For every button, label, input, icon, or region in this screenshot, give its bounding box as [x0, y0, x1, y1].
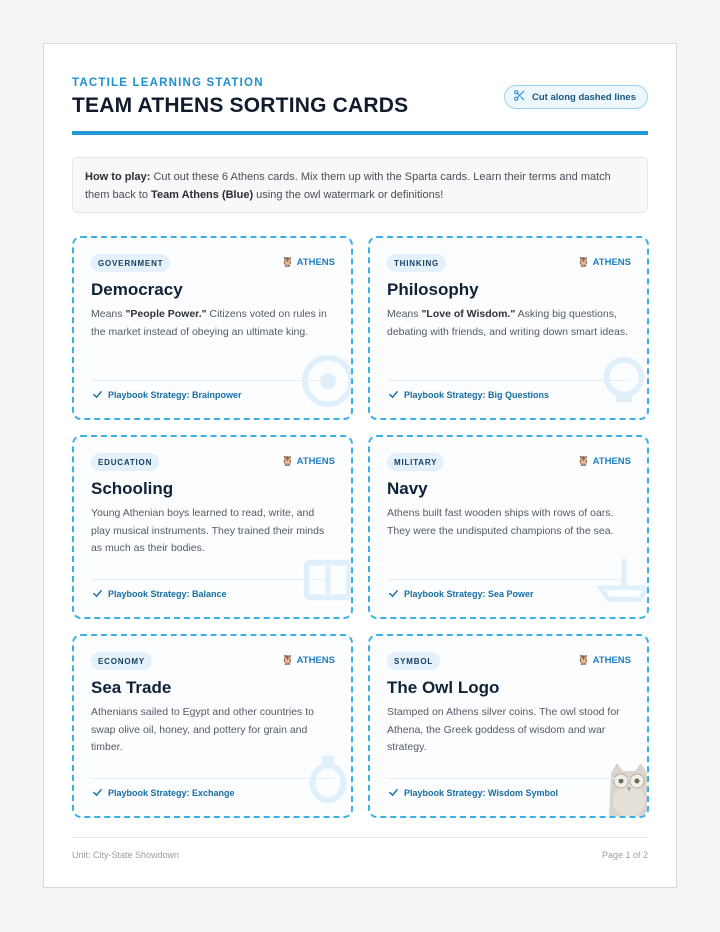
team-label: 🦉 ATHENS	[577, 456, 631, 467]
footer-unit-label: Unit: City-State Showdown	[72, 850, 180, 860]
team-label: 🦉 ATHENS	[281, 456, 335, 467]
owl-icon: 🦉	[281, 257, 294, 268]
check-icon	[92, 787, 103, 798]
sorting-card-schooling[interactable]	[72, 435, 353, 619]
card-divider	[387, 380, 630, 381]
card-divider	[387, 778, 630, 779]
worksheet-page	[43, 43, 677, 888]
sorting-card-owl-logo[interactable]	[368, 634, 649, 818]
card-description: Stamped on Athens silver coins. The owl stood for Athena, the Greek goddess of wisdom and war strategy.	[387, 706, 620, 753]
card-divider	[387, 579, 630, 580]
sorting-card-democracy[interactable]	[72, 236, 353, 420]
sorting-card-philosophy[interactable]	[368, 236, 649, 420]
owl-icon: 🦉	[577, 655, 590, 666]
team-athens-bold: Team Athens (Blue)	[151, 189, 254, 201]
check-icon	[388, 588, 399, 599]
book-icon	[299, 551, 353, 609]
card-description: Young Athenian boys learned to read, write, and play musical instruments. They trained their minds as much as their bodies.	[91, 507, 325, 554]
card-description: Athenians sailed to Egypt and other countries to swap olive oil, honey, and pottery for grain and timber.	[91, 706, 314, 753]
card-description: Means "Love of Wisdom." Asking big questions, debating with friends, and writing down smart ideas.	[387, 308, 629, 338]
owl-icon: 🦉	[577, 456, 590, 467]
card-title: Sea Trade	[91, 678, 172, 697]
scissors-icon	[513, 89, 526, 105]
how-to-play-text-2: using the owl watermark or definitions!	[253, 189, 444, 201]
brain-icon	[299, 352, 353, 410]
cut-instruction-label: Cut along dashed lines	[532, 91, 636, 103]
card-title: Democracy	[91, 280, 183, 299]
card-strategy: Playbook Strategy: Balance	[92, 588, 227, 599]
card-divider	[91, 579, 334, 580]
cut-instruction-badge	[504, 85, 648, 109]
check-icon	[388, 787, 399, 798]
card-category-tag: ECONOMY	[91, 652, 152, 670]
page-title: TEAM ATHENS SORTING CARDS	[72, 94, 409, 117]
how-to-play-text-1: Cut out these 6 Athens cards. Mix them up with the Sparta cards. Learn their terms and match them back to	[85, 171, 611, 201]
card-strategy: Playbook Strategy: Brainpower	[92, 389, 242, 400]
card-category-tag: SYMBOL	[387, 652, 440, 670]
amphora-icon	[299, 750, 353, 808]
footer-page-number: Page 1 of 2	[601, 850, 648, 860]
card-title: Navy	[387, 479, 428, 498]
team-label: 🦉 ATHENS	[577, 257, 631, 268]
card-category-tag: EDUCATION	[91, 453, 159, 471]
check-icon	[388, 389, 399, 400]
owl-icon: 🦉	[281, 655, 294, 666]
team-label: 🦉 ATHENS	[577, 655, 631, 666]
team-label: 🦉 ATHENS	[281, 257, 335, 268]
card-title: The Owl Logo	[387, 678, 500, 697]
owl-icon: 🦉	[281, 456, 294, 467]
check-icon	[92, 389, 103, 400]
card-description: Athens built fast wooden ships with rows of oars. They were the undisputed champions of the sea.	[387, 507, 614, 537]
card-category-tag: MILITARY	[387, 453, 444, 471]
kicker-label: TACTILE LEARNING STATION	[72, 77, 264, 89]
how-to-play-box	[72, 157, 648, 213]
owl-statue-icon	[605, 759, 649, 818]
sorting-card-navy[interactable]	[368, 435, 649, 619]
footer-divider	[72, 837, 648, 838]
card-divider	[91, 778, 334, 779]
card-title: Schooling	[91, 479, 174, 498]
sorting-card-sea-trade[interactable]	[72, 634, 353, 818]
card-category-tag: GOVERNMENT	[91, 254, 170, 272]
card-strategy: Playbook Strategy: Big Questions	[388, 389, 549, 400]
header-rule	[72, 131, 648, 135]
owl-icon: 🦉	[577, 257, 590, 268]
card-strategy: Playbook Strategy: Wisdom Symbol	[388, 787, 558, 798]
ship-icon	[595, 551, 649, 609]
check-icon	[92, 588, 103, 599]
card-divider	[91, 380, 334, 381]
card-title: Philosophy	[387, 280, 479, 299]
team-label: 🦉 ATHENS	[281, 655, 335, 666]
card-description: Means "People Power." Citizens voted on rules in the market instead of obeying an ultimate king.	[91, 308, 327, 338]
lightbulb-icon	[595, 352, 649, 410]
card-strategy: Playbook Strategy: Sea Power	[388, 588, 534, 599]
card-category-tag: THINKING	[387, 254, 446, 272]
how-to-play-label: How to play:	[85, 171, 151, 183]
card-strategy: Playbook Strategy: Exchange	[92, 787, 235, 798]
